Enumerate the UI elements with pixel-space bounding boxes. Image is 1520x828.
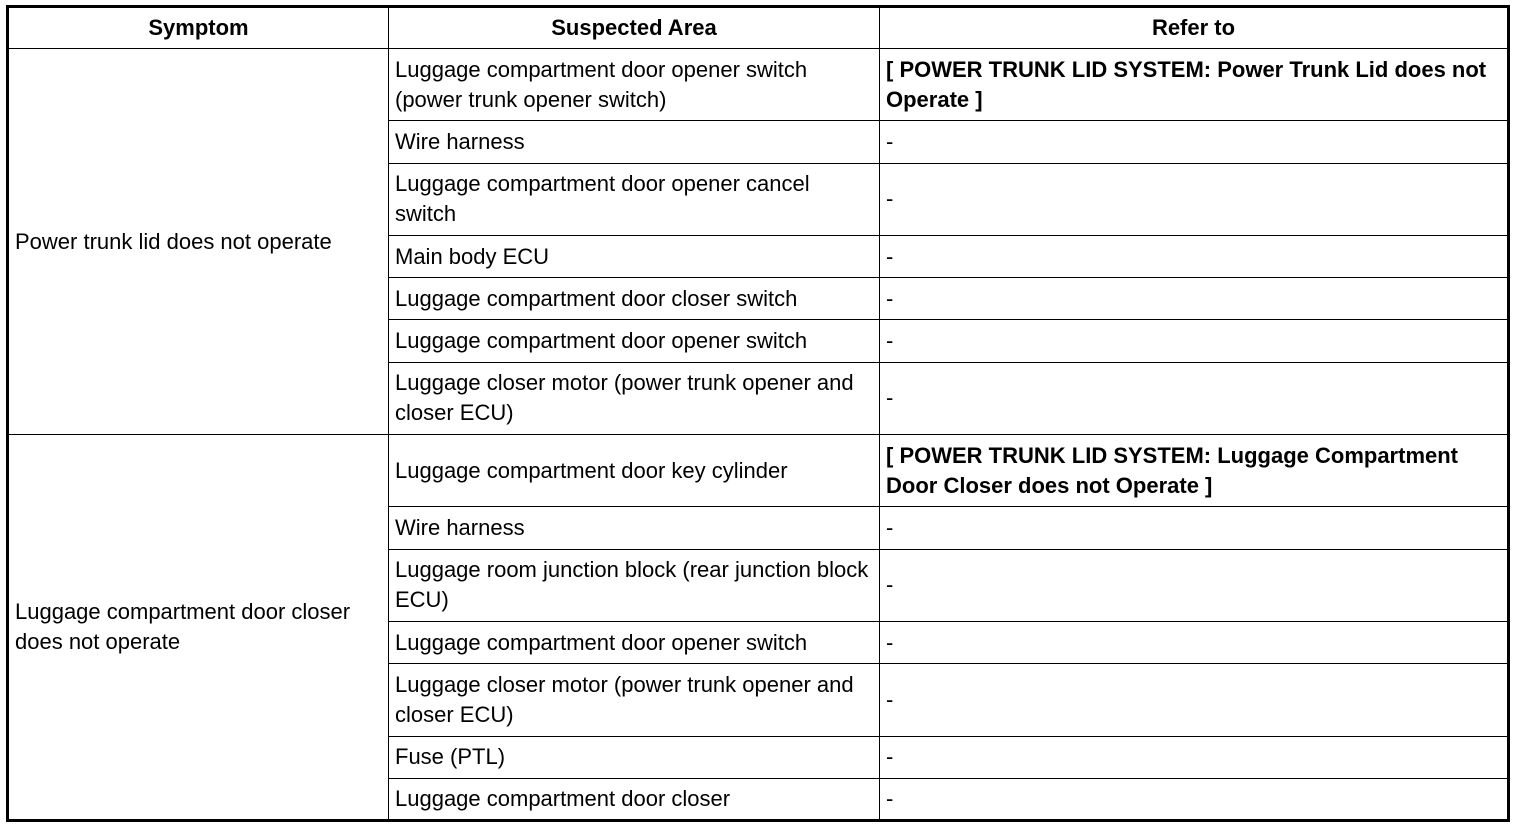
refer-to-cell: - [880,235,1509,277]
suspected-area-cell: Luggage compartment door closer [389,778,880,820]
refer-to-cell: - [880,320,1509,362]
symptom-cell: Luggage compartment door closer does not operate [8,435,389,821]
header-symptom: Symptom [8,7,389,49]
refer-to-cell: - [880,507,1509,549]
table-row [8,49,1509,121]
suspected-area-cell: Luggage compartment door closer switch [389,278,880,320]
refer-to-cell: - [880,278,1509,320]
refer-to-cell: - [880,362,1509,434]
suspected-area-cell: Luggage compartment door opener switch [389,621,880,663]
suspected-area-cell: Luggage compartment door opener cancel switch [389,163,880,235]
suspected-area-cell: Fuse (PTL) [389,736,880,778]
suspected-area-cell: Luggage compartment door key cylinder [389,435,880,507]
header-row [8,7,1509,49]
refer-to-cell: - [880,163,1509,235]
refer-to-cell: - [880,736,1509,778]
suspected-area-cell: Luggage room junction block (rear junction block ECU) [389,549,880,621]
suspected-area-cell: Main body ECU [389,235,880,277]
refer-to-cell: - [880,778,1509,820]
refer-to-cell: - [880,121,1509,163]
suspected-area-cell: Luggage closer motor (power trunk opener and closer ECU) [389,664,880,736]
header-suspected-area: Suspected Area [389,7,880,49]
header-refer-to: Refer to [880,7,1509,49]
suspected-area-cell: Luggage compartment door opener switch [389,320,880,362]
refer-to-link[interactable]: [ POWER TRUNK LID SYSTEM: Power Trunk Lid does not Operate ] [880,49,1509,121]
refer-to-cell: - [880,664,1509,736]
refer-to-cell: - [880,549,1509,621]
suspected-area-cell: Luggage compartment door opener switch (power trunk opener switch) [389,49,880,121]
suspected-area-cell: Luggage closer motor (power trunk opener and closer ECU) [389,362,880,434]
table-row [8,435,1509,507]
refer-to-cell: - [880,621,1509,663]
diagnosis-table [6,5,1510,822]
refer-to-link[interactable]: [ POWER TRUNK LID SYSTEM: Luggage Compartment Door Closer does not Operate ] [880,435,1509,507]
suspected-area-cell: Wire harness [389,507,880,549]
symptom-cell: Power trunk lid does not operate [8,49,389,435]
suspected-area-cell: Wire harness [389,121,880,163]
